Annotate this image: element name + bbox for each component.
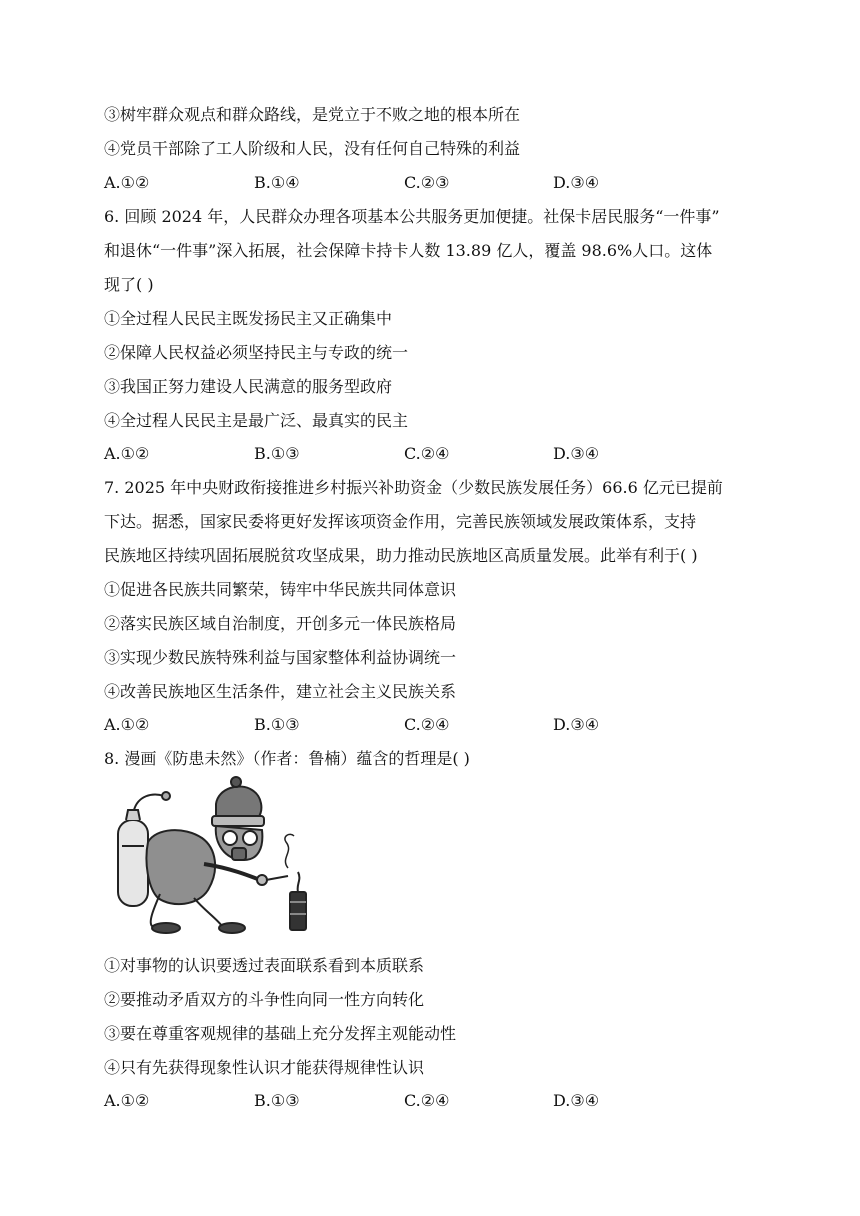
q5-option-d: D.③④ xyxy=(553,173,600,192)
q8-item-3: ③要在尊重客观规律的基础上充分发挥主观能动性 xyxy=(104,1024,457,1043)
q7-stem-line-1: 7. 2025 年中央财政衔接推进乡村振兴补助资金（少数民族发展任务）66.6 亿元已提前 xyxy=(104,478,723,497)
q8-option-b: B.①③ xyxy=(254,1091,300,1110)
q6-option-c: C.②④ xyxy=(404,444,450,463)
q7-item-3: ③实现少数民族特殊利益与国家整体利益协调统一 xyxy=(104,648,457,667)
q7-option-a: A.①② xyxy=(104,715,150,734)
q7-item-1: ①促进各民族共同繁荣，铸牢中华民族共同体意识 xyxy=(104,580,457,599)
q7-item-4: ④改善民族地区生活条件，建立社会主义民族关系 xyxy=(104,682,457,701)
q6-option-b: B.①③ xyxy=(254,444,300,463)
q6-item-4: ④全过程人民民主是最广泛、最真实的民主 xyxy=(104,411,409,430)
q5-option-a: A.①② xyxy=(104,173,150,192)
q7-stem-line-3: 民族地区持续巩固拓展脱贫攻坚成果，助力推动民族地区高质量发展。此举有利于( ) xyxy=(104,546,698,565)
q6-stem-line-2: 和退休“一件事”深入拓展，社会保障卡持卡人数 13.89 亿人，覆盖 98.6%人口。这体 xyxy=(104,241,713,260)
q7-option-d: D.③④ xyxy=(553,715,600,734)
q6-stem-line-1: 6. 回顾 2024 年，人民群众办理各项基本公共服务更加便捷。社保卡居民服务“一件事” xyxy=(104,207,720,226)
q8-option-c: C.②④ xyxy=(404,1091,450,1110)
figure-body xyxy=(146,830,288,933)
q7-option-c: C.②④ xyxy=(404,715,450,734)
q8-item-2: ②要推动矛盾双方的斗争性向同一性方向转化 xyxy=(104,990,425,1009)
q5-item-3: ③树牢群众观点和群众路线，是党立于不败之地的根本所在 xyxy=(104,105,521,124)
q7-options xyxy=(104,714,744,736)
q7-stem-line-2: 下达。据悉，国家民委将更好发挥该项资金作用，完善民族领域发展政策体系，支持 xyxy=(104,512,697,531)
gas-mask-head xyxy=(212,777,264,860)
q5-option-c: C.②③ xyxy=(404,173,450,192)
q8-options xyxy=(104,1090,744,1112)
q6-options xyxy=(104,443,744,465)
q5-item-4: ④党员干部除了工人阶级和人民，没有任何自己特殊的利益 xyxy=(104,139,521,158)
q6-item-1: ①全过程人民民主既发扬民主又正确集中 xyxy=(104,309,393,328)
q7-item-2: ②落实民族区域自治制度，开创多元一体民族格局 xyxy=(104,614,457,633)
q8-item-4: ④只有先获得现象性认识才能获得规律性认识 xyxy=(104,1058,425,1077)
q5-options xyxy=(104,172,744,194)
q6-option-d: D.③④ xyxy=(553,444,600,463)
q6-option-a: A.①② xyxy=(104,444,150,463)
q8-stem-line-1: 8. 漫画《防患未然》（作者：鲁楠）蕴含的哲理是( ) xyxy=(104,749,470,768)
q7-option-b: B.①③ xyxy=(254,715,300,734)
q8-item-1: ①对事物的认识要透过表面联系看到本质联系 xyxy=(104,956,425,975)
cartoon-image xyxy=(104,776,310,944)
q5-option-b: B.①④ xyxy=(254,173,300,192)
q8-option-d: D.③④ xyxy=(553,1091,600,1110)
q6-stem-line-3: 现了( ) xyxy=(104,275,154,294)
q6-item-2: ②保障人民权益必须坚持民主与专政的统一 xyxy=(104,343,409,362)
q8-option-a: A.①② xyxy=(104,1091,150,1110)
q6-item-3: ③我国正努力建设人民满意的服务型政府 xyxy=(104,377,393,396)
firecracker-icon xyxy=(285,834,306,930)
